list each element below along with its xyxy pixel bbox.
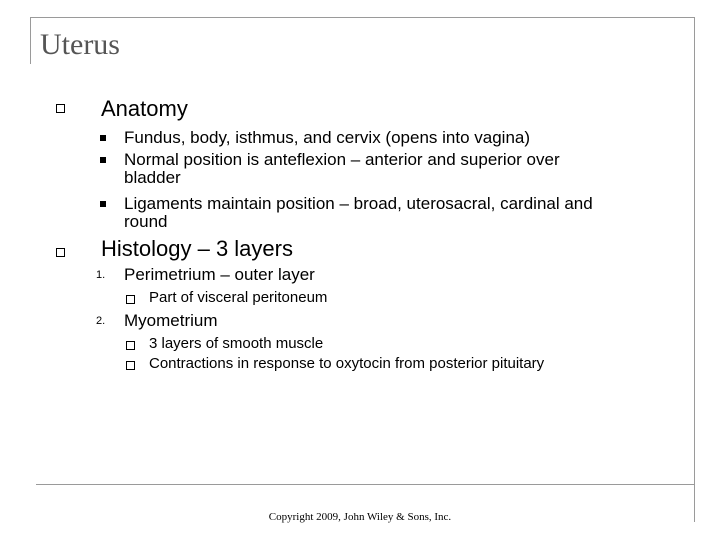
filled-square-bullet-icon [100,157,106,163]
layer-2-detail-2: Contractions in response to oxytocin from posterior pituitary [149,355,545,372]
hollow-square-bullet-icon [126,341,135,350]
anatomy-bullet-2-cont: bladder [124,168,181,187]
layer-2-label: Myometrium [124,311,218,330]
slide-title: Uterus [40,28,120,61]
frame-top-line [30,17,695,18]
layer-1-detail-1: Part of visceral peritoneum [149,289,328,306]
histology-heading: Histology – 3 layers [101,236,293,261]
hollow-square-bullet-icon [56,104,65,113]
layer-1-label: Perimetrium – outer layer [124,265,315,284]
hollow-square-bullet-icon [56,248,65,257]
layer-2-detail-1: 3 layers of smooth muscle [149,335,324,352]
frame-right-line [694,17,695,522]
layer-number: 1. [96,269,106,281]
anatomy-bullet-1: Fundus, body, isthmus, and cervix (opens into vagina) [124,128,531,147]
copyright-footer: Copyright 2009, John Wiley & Sons, Inc. [268,511,452,523]
anatomy-bullet-2: Normal position is anteflexion – anterior and superior over [124,150,560,169]
anatomy-bullet-3-cont: round [124,212,168,231]
anatomy-heading: Anatomy [101,96,188,121]
filled-square-bullet-icon [100,201,106,207]
hollow-square-bullet-icon [126,295,135,304]
frame-left-line [30,17,31,64]
hollow-square-bullet-icon [126,361,135,370]
layer-number: 2. [96,315,106,327]
filled-square-bullet-icon [100,135,106,141]
frame-bottom-line [36,484,695,485]
anatomy-bullet-3: Ligaments maintain position – broad, uterosacral, cardinal and [124,194,593,213]
